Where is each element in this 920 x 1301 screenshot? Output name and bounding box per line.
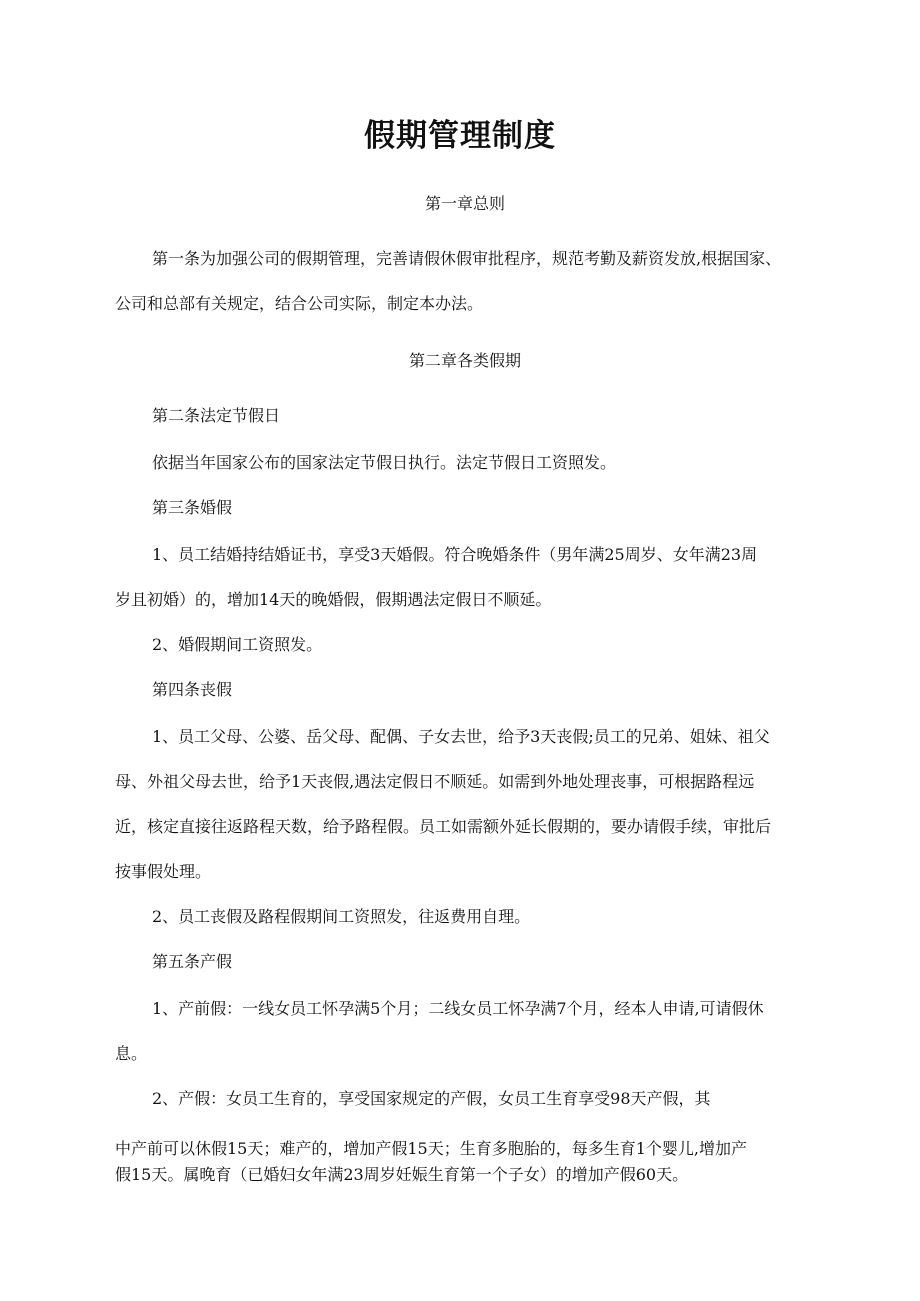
article-2-heading: 第二条法定节假日 (152, 406, 281, 425)
article-4-item-1-line-1: 1、员工父母、公婆、岳父母、配偶、子女去世，给予3天丧假;员工的兄弟、姐妹、祖父 (152, 727, 770, 746)
article-5-item-2-line-3: 假15天。属晚育（已婚妇女年满23周岁妊娠生育第一个子女）的增加产假60天。 (115, 1165, 689, 1184)
article-5-item-1-line-2: 息。 (115, 1044, 148, 1063)
article-3-item-1-line-2: 岁且初婚）的，增加14天的晚婚假，假期遇法定假日不顺延。 (115, 590, 552, 609)
chapter-2-heading: 第二章各类假期 (408, 351, 521, 370)
article-3-item-2: 2、婚假期间工资照发。 (152, 635, 323, 654)
article-5-item-1-line-1: 1、产前假：一线女员工怀孕满5个月；二线女员工怀孕满7个月，经本人申请,可请假休 (152, 999, 764, 1018)
article-3-heading: 第三条婚假 (152, 498, 233, 517)
article-4-item-2: 2、员工丧假及路程假期间工资照发，往返费用自理。 (152, 907, 531, 926)
article-4-item-1-line-4: 按事假处理。 (115, 862, 212, 881)
article-2-text: 依据当年国家公布的国家法定节假日执行。法定节假日工资照发。 (152, 453, 617, 472)
article-5-heading: 第五条产假 (152, 952, 233, 971)
article-3-item-1-line-1: 1、员工结婚持结婚证书，享受3天婚假。符合晚婚条件（男年满25周岁、女年满23周 (152, 545, 758, 564)
article-4-item-1-line-2: 母、外祖父母去世，给予1天丧假,遇法定假日不顺延。如需到外地处理丧事，可根据路程远 (115, 772, 755, 791)
chapter-1-heading: 第一章总则 (424, 194, 505, 213)
article-5-item-2-line-1: 2、产假：女员工生育的，享受国家规定的产假，女员工生育享受98天产假，其 (152, 1089, 711, 1108)
document-title: 假期管理制度 (364, 118, 556, 154)
article-5-item-2-line-2: 中产前可以休假15天；难产的，增加产假15天；生育多胞胎的，每多生育1个婴儿,增加产 (115, 1139, 747, 1158)
article-1-line-2: 公司和总部有关规定，结合公司实际，制定本办法。 (115, 294, 484, 313)
article-4-heading: 第四条丧假 (152, 680, 233, 699)
article-1-line-1: 第一条为加强公司的假期管理，完善请假休假审批程序，规范考勤及薪资发放,根据国家、 (152, 249, 782, 268)
article-4-item-1-line-3: 近，核定直接往返路程天数，给予路程假。员工如需额外延长假期的，要办请假手续，审批后 (115, 817, 772, 836)
